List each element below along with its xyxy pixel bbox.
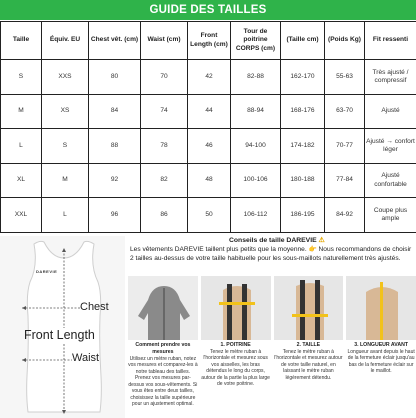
table-cell: 84: [89, 94, 141, 129]
table-cell: 63-70: [325, 94, 365, 129]
table-cell: Coupe plus ample: [365, 198, 416, 233]
header-chest: Chest vêt. (cm): [89, 22, 141, 60]
table-row: [1, 163, 416, 198]
caption-how-to-measure: [128, 342, 198, 408]
tips-heading: [229, 236, 325, 244]
table-cell: 180-188: [281, 163, 325, 198]
header-front-length: Front Length (cm): [188, 22, 231, 60]
table-cell: 86: [141, 198, 188, 233]
table-cell: M: [42, 163, 89, 198]
tips-text: Les vêtements DAREVIE taillent plus petits que la moyenne. 👉 Nous recommandons de choisir 2 tailles au-dessus de votre taille habituelle pour les sous-maillots naturellement très ajustés.: [130, 246, 412, 262]
table-cell: M: [1, 94, 42, 129]
table-cell: L: [42, 198, 89, 233]
table-cell: 48: [188, 163, 231, 198]
table-cell: 88-94: [231, 94, 281, 129]
photo-front-length-measure: [346, 276, 416, 340]
caption-text: Longueur avant depuis le haut de la fermeture éclair jusqu'au bas de la fermeture éclair sur le maillot.: [347, 348, 415, 375]
table-cell: 106-112: [231, 198, 281, 233]
front-length-label: Front Length: [24, 328, 95, 342]
table-cell: 78: [141, 129, 188, 164]
header-size: Taille: [1, 22, 42, 60]
table-cell: XS: [42, 94, 89, 129]
measurement-guide: [0, 236, 416, 418]
table-cell: Ajusté → confort léger: [365, 129, 416, 164]
table-cell: S: [42, 129, 89, 164]
jersey-figure: [0, 236, 125, 418]
table-row: [1, 198, 416, 233]
header-height: (Taille cm): [281, 22, 325, 60]
table-cell: 70: [141, 60, 188, 95]
table-cell: 186-195: [281, 198, 325, 233]
table-cell: 84-92: [325, 198, 365, 233]
table-cell: 50: [188, 198, 231, 233]
header-eu-equivalent: Équiv. EU: [42, 22, 89, 60]
table-cell: 77-84: [325, 163, 365, 198]
table-cell: 94-100: [231, 129, 281, 164]
table-cell: 168-176: [281, 94, 325, 129]
header-body-chest: Tour de poitrine CORPS (cm): [231, 22, 281, 60]
caption-title: 2. TAILLE: [296, 342, 321, 348]
table-row: [1, 129, 416, 164]
size-table: [0, 21, 416, 233]
table-cell: L: [1, 129, 42, 164]
photo-chest-measure: [201, 276, 271, 340]
caption-front-length: [346, 342, 416, 408]
caption-title: 3. LONGUEUR AVANT: [354, 342, 409, 348]
table-cell: 70-77: [325, 129, 365, 164]
photo-waist-measure: [274, 276, 344, 340]
table-cell: 74: [141, 94, 188, 129]
chest-label: Chest: [80, 301, 109, 313]
caption-chest: [201, 342, 271, 408]
caption-text: Tenez le mètre ruban à l'horizontale et mesurez autour de votre taille naturel, en laissant le mètre ruban légèrement détendu.: [274, 348, 343, 381]
table-cell: XL: [1, 163, 42, 198]
waist-label: Waist: [72, 352, 100, 364]
table-row: [1, 94, 416, 129]
caption-text: Tenez le mètre ruban à l'horizontale et mesurez sous vos aisselles, les bras détendus le long du corps, autour de la partie la plus large de votre poitrine.: [201, 348, 270, 388]
caption-waist: [274, 342, 344, 408]
table-cell: 82: [141, 163, 188, 198]
table-cell: Ajusté: [365, 94, 416, 129]
table-cell: 42: [188, 60, 231, 95]
header-fit: Fit ressenti: [365, 22, 416, 60]
table-cell: 92: [89, 163, 141, 198]
jersey-illustration: [0, 236, 125, 418]
table-cell: Très ajusté / compressif: [365, 60, 416, 95]
table-cell: 100-106: [231, 163, 281, 198]
table-cell: XXS: [42, 60, 89, 95]
tips-heading-text: Conseils de taille DAREVIE: [229, 237, 317, 244]
table-cell: 96: [89, 198, 141, 233]
jersey-brand-logo: DAREVIE: [36, 269, 58, 274]
table-cell: 174-182: [281, 129, 325, 164]
measurement-photos: [125, 276, 416, 340]
table-cell: 80: [89, 60, 141, 95]
photo-jersey-fit: [128, 276, 198, 340]
measurement-captions: [125, 342, 416, 408]
table-cell: 46: [188, 129, 231, 164]
table-cell: 82-88: [231, 60, 281, 95]
size-guide-title: GUIDE DES TAILLES: [0, 0, 416, 20]
table-cell: 44: [188, 94, 231, 129]
table-cell: S: [1, 60, 42, 95]
table-cell: 55-63: [325, 60, 365, 95]
warning-icon: ⚠: [318, 237, 325, 244]
table-row: [1, 60, 416, 95]
header-waist: Waist (cm): [141, 22, 188, 60]
header-weight: (Poids Kg): [325, 22, 365, 60]
table-cell: XXL: [1, 198, 42, 233]
caption-title: Comment prendre vos mesures: [135, 342, 191, 355]
caption-title: 1. POITRINE: [220, 342, 251, 348]
table-header-row: [1, 22, 416, 60]
caption-text: Utilisez un mètre ruban, notez vos mesures et comparez-les à notre tableau des tailles. Prenez vos mesures par-dessus vos sous-vêtements. Si vous êtes entre deux tailles, choisissez la taille supérieure pour un ajustement optimal.: [128, 355, 198, 407]
table-cell: 162-170: [281, 60, 325, 95]
table-cell: 88: [89, 129, 141, 164]
table-cell: Ajusté confortable: [365, 163, 416, 198]
